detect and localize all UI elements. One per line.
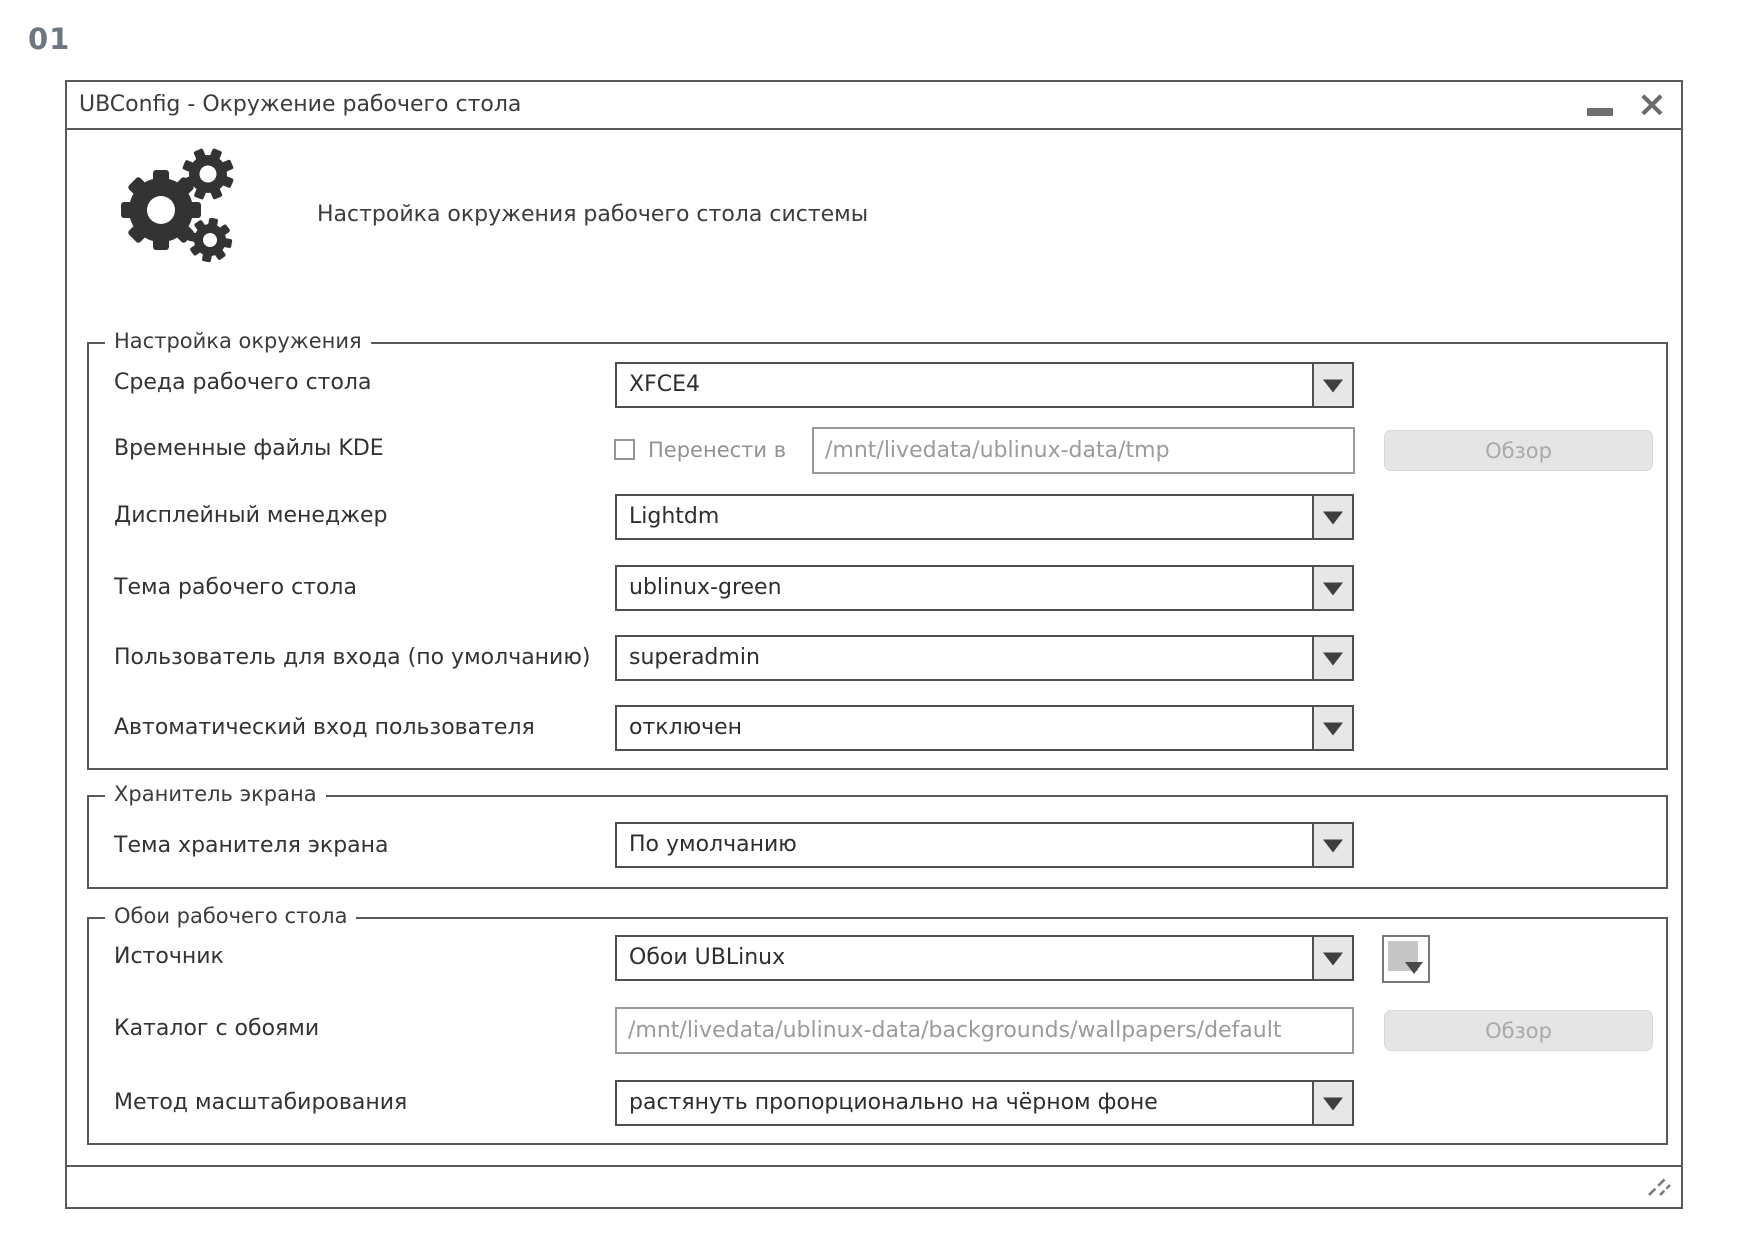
app-window bbox=[65, 80, 1683, 1209]
chevron-down-icon[interactable] bbox=[1312, 824, 1352, 866]
kde-tmp-label: Временные файлы KDE bbox=[114, 436, 384, 461]
wallpaper-preview-button[interactable] bbox=[1382, 935, 1430, 983]
chevron-down-icon[interactable] bbox=[1312, 364, 1352, 406]
scaling-method-value: растянуть пропорционально на чёрном фоне bbox=[629, 1090, 1158, 1115]
group-screensaver-title: Хранитель экрана bbox=[105, 782, 326, 806]
auto-login-label: Автоматический вход пользователя bbox=[114, 715, 535, 740]
desktop-theme-dropdown[interactable] bbox=[615, 565, 1354, 611]
auto-login-value: отключен bbox=[629, 715, 743, 740]
chevron-down-icon[interactable] bbox=[1312, 707, 1352, 749]
display-manager-value: Lightdm bbox=[629, 504, 720, 529]
kde-tmp-browse-button[interactable]: Обзор bbox=[1384, 430, 1653, 471]
chevron-down-icon[interactable] bbox=[1312, 496, 1352, 538]
wallpaper-directory-value: /mnt/livedata/ublinux-data/backgrounds/wallpapers/default bbox=[628, 1018, 1282, 1043]
chevron-down-icon[interactable] bbox=[1312, 567, 1352, 609]
desktop-env-value: XFCE4 bbox=[629, 372, 700, 397]
minimize-button[interactable] bbox=[1587, 108, 1613, 116]
window-title: UBConfig - Окружение рабочего стола bbox=[79, 92, 522, 117]
chevron-down-icon[interactable] bbox=[1312, 937, 1352, 979]
move-to-checkbox-label: Перенести в bbox=[648, 438, 787, 462]
desktop-theme-label: Тема рабочего стола bbox=[114, 575, 357, 600]
wallpaper-browse-button[interactable]: Обзор bbox=[1384, 1010, 1653, 1051]
chevron-down-icon[interactable] bbox=[1312, 1082, 1352, 1124]
dialog-subtitle: Настройка окружения рабочего стола системы bbox=[317, 202, 869, 227]
screensaver-theme-label: Тема хранителя экрана bbox=[114, 833, 389, 858]
scaling-method-dropdown[interactable] bbox=[615, 1080, 1354, 1126]
desktop-env-dropdown[interactable] bbox=[615, 362, 1354, 408]
auto-login-dropdown[interactable] bbox=[615, 705, 1354, 751]
statusbar-separator bbox=[67, 1165, 1681, 1167]
chevron-down-icon bbox=[1405, 962, 1423, 974]
kde-tmp-path-value: /mnt/livedata/ublinux-data/tmp bbox=[825, 438, 1170, 463]
group-environment-title: Настройка окружения bbox=[105, 329, 371, 353]
kde-tmp-path-input[interactable] bbox=[812, 427, 1355, 474]
login-user-value: superadmin bbox=[629, 645, 760, 670]
slide-number: 01 bbox=[28, 22, 71, 56]
wallpaper-directory-label: Каталог с обоями bbox=[114, 1016, 320, 1041]
display-manager-label: Дисплейный менеджер bbox=[114, 503, 388, 528]
wallpaper-source-label: Источник bbox=[114, 944, 224, 969]
display-manager-dropdown[interactable] bbox=[615, 494, 1354, 540]
resize-grip-icon[interactable] bbox=[1647, 1171, 1673, 1201]
group-wallpaper-title: Обои рабочего стола bbox=[105, 904, 356, 928]
scaling-method-label: Метод масштабирования bbox=[114, 1090, 408, 1115]
move-to-checkbox[interactable] bbox=[614, 439, 635, 460]
desktop-env-label: Среда рабочего стола bbox=[114, 370, 372, 395]
title-bar[interactable] bbox=[67, 82, 1681, 130]
wallpaper-directory-input[interactable] bbox=[615, 1007, 1354, 1054]
screensaver-theme-dropdown[interactable] bbox=[615, 822, 1354, 868]
login-user-label: Пользователь для входа (по умолчанию) bbox=[114, 645, 591, 670]
gears-icon bbox=[109, 146, 241, 274]
close-button[interactable]: × bbox=[1636, 84, 1667, 125]
chevron-down-icon[interactable] bbox=[1312, 637, 1352, 679]
wallpaper-source-dropdown[interactable] bbox=[615, 935, 1354, 981]
wallpaper-source-value: Обои UBLinux bbox=[629, 945, 786, 970]
screensaver-theme-value: По умолчанию bbox=[629, 832, 797, 857]
desktop-theme-value: ublinux-green bbox=[629, 575, 782, 600]
login-user-dropdown[interactable] bbox=[615, 635, 1354, 681]
